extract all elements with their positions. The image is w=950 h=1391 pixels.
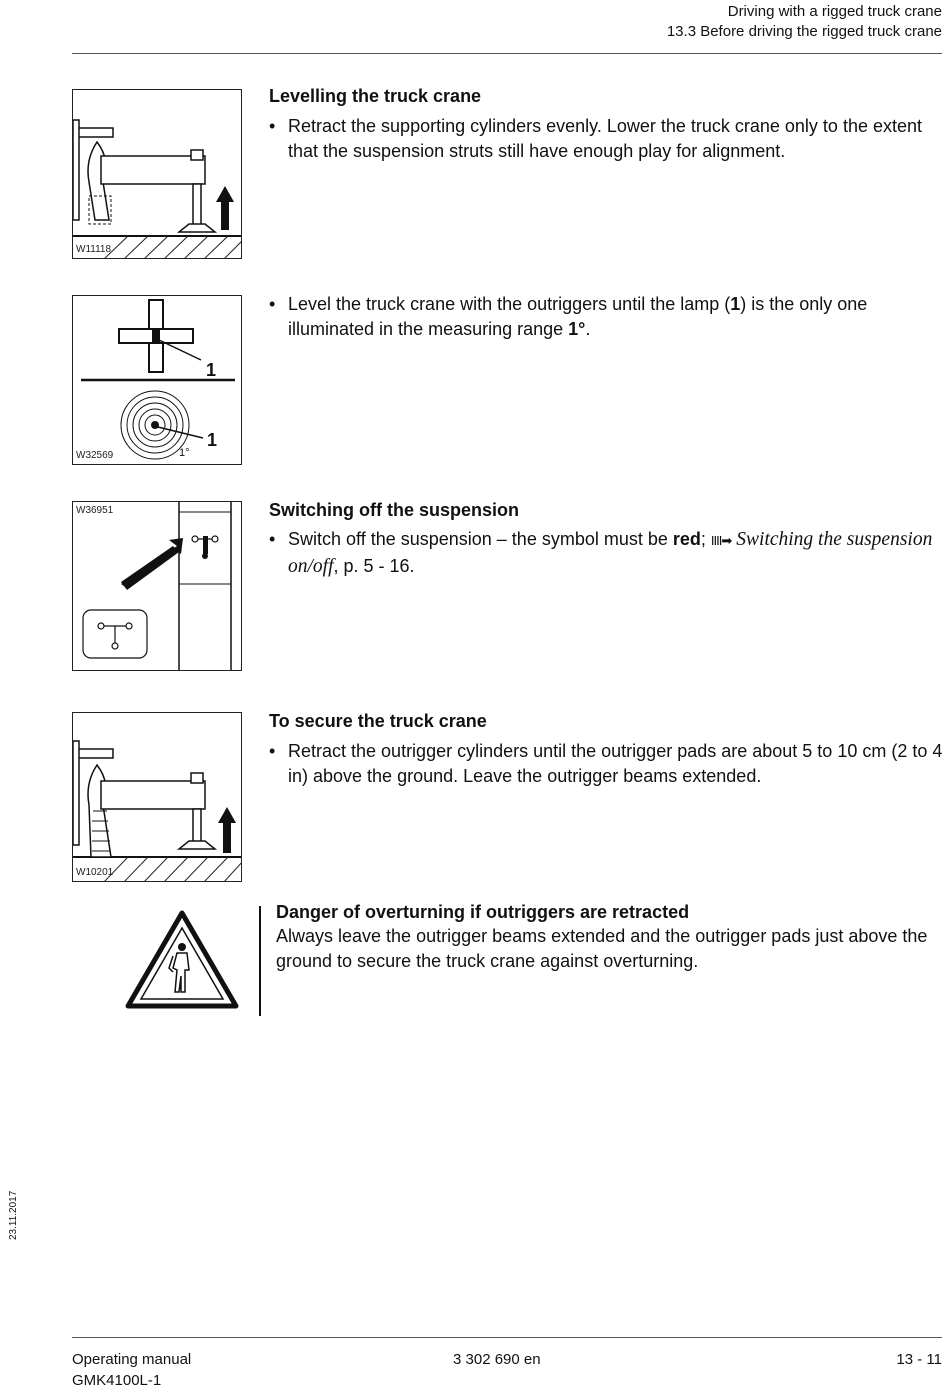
warning-triangle-icon: [125, 910, 239, 1010]
cross-reference-arrow-icon: IIII➡: [710, 533, 732, 548]
instruction-switch-off-suspension: [269, 527, 949, 579]
footer-document-type: Operating manual: [72, 1351, 192, 1368]
suspension-panel-illustration: [73, 502, 242, 671]
outrigger-secure-illustration: [73, 713, 242, 882]
figure-id: W32569: [76, 450, 114, 461]
instruction-text: Retract the supporting cylinders evenly. Lower the truck crane only to the extent that the suspension struts still have enough play for alignment.: [288, 116, 922, 161]
instruction-text: Retract the outrigger cylinders until the outrigger pads are about 5 to 10 cm (2 to 4 in) above the ground. Leave the outrigger beams extended.: [288, 741, 943, 786]
figure-level-indicator: [72, 295, 242, 465]
section-title-levelling: Levelling the truck crane: [269, 86, 482, 106]
instruction-retract-cylinders: [269, 114, 949, 163]
figure-levelling: [72, 89, 242, 259]
ring-label: 1: [207, 430, 218, 450]
instruction-level-lamp: [269, 292, 949, 341]
bullet-mark: •: [269, 741, 276, 761]
instruction-retract-outriggers: [269, 739, 949, 788]
header-chapter: Driving with a rigged truck crane: [727, 3, 942, 20]
instruction-text: Switch off the suspension – the symbol must be red; IIII➡ Switching the suspension on/off, p. 5 - 16.: [288, 529, 933, 577]
header-rule: [72, 53, 942, 54]
running-header: [667, 2, 942, 42]
warning-title: Danger of overturning if outriggers are retracted: [276, 902, 690, 922]
warning-text: Always leave the outrigger beams extended and the outrigger pads just above the ground to secure the truck crane against overturning.: [276, 926, 928, 971]
outrigger-retract-illustration: [73, 90, 242, 259]
section-title-suspension: Switching off the suspension: [269, 500, 520, 520]
footer-model: GMK4100L-1: [72, 1372, 162, 1389]
bullet-mark: •: [269, 116, 276, 136]
figure-id: W10201: [76, 867, 114, 878]
range-label: 1°: [179, 447, 190, 459]
footer-left: [72, 1349, 191, 1391]
bullet-mark: •: [269, 294, 276, 314]
figure-secure: [72, 712, 242, 882]
footer-document-number: 3 302 690 en: [453, 1351, 541, 1368]
warning-margin-bar: [259, 906, 261, 1016]
bullet-mark: •: [269, 529, 276, 549]
footer-rule: [72, 1337, 942, 1338]
footer-page-number: 13 - 11: [896, 1351, 942, 1368]
cross-reference-link[interactable]: Switching the suspension on/off: [288, 529, 933, 577]
section-title-secure: To secure the truck crane: [269, 711, 487, 731]
header-section: 13.3 Before driving the rigged truck crane: [666, 23, 942, 40]
figure-suspension-switch: [72, 501, 242, 671]
figure-id: W36951: [76, 505, 114, 516]
revision-date: 23.11.2017: [8, 1190, 19, 1240]
lamp-label: 1: [206, 360, 217, 380]
instruction-text: Level the truck crane with the outriggers until the lamp (1) is the only one illuminated in the measuring range 1°.: [288, 294, 868, 339]
spirit-level-illustration: [73, 296, 242, 465]
figure-id: W11118: [76, 244, 112, 255]
